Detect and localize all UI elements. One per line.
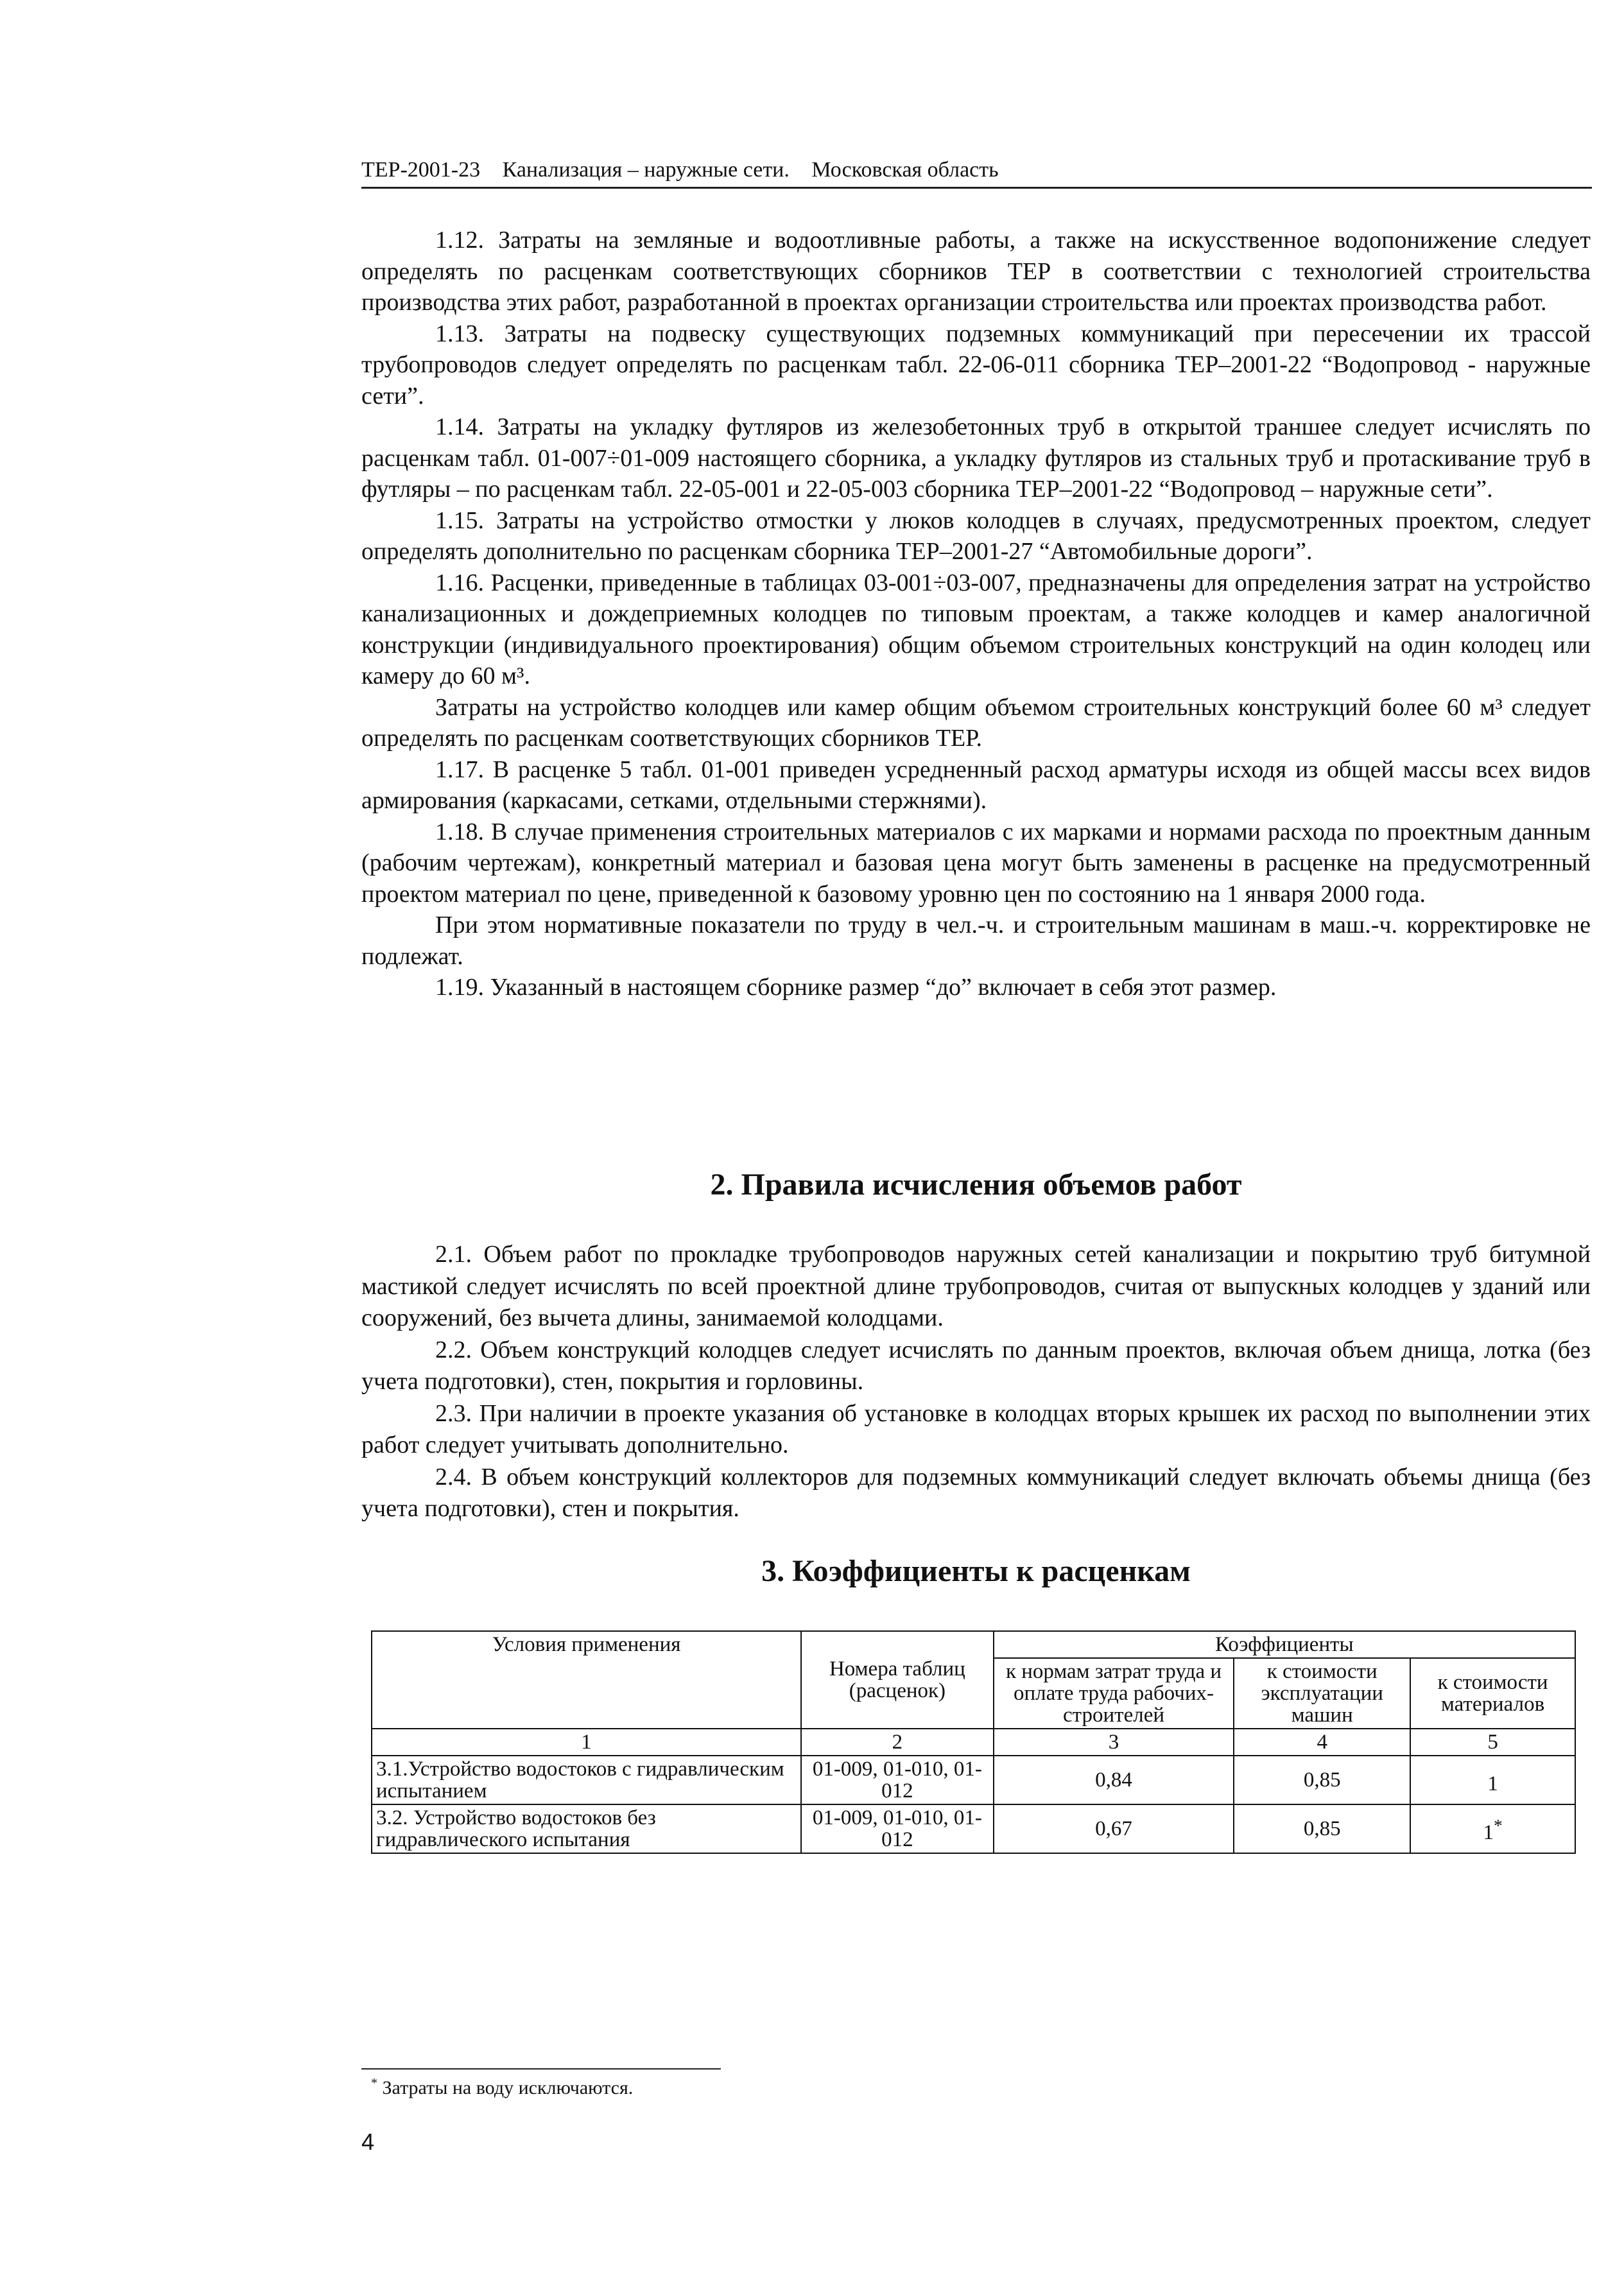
header-machines: к стоимости эксплуатации машин [1234, 1658, 1410, 1729]
paragraph-1-19: 1.19. Указанный в настоящем сборнике размер “до” включает в себя этот размер. [435, 974, 1277, 1001]
table-column-numbers-row [372, 1729, 1575, 1756]
section-3-heading: 3. Коэффициенты к расценкам [761, 1554, 1191, 1588]
footnote-divider [361, 2068, 721, 2070]
header-coefficients: Коэффициенты [994, 1631, 1575, 1658]
section-1-text [361, 225, 1591, 1003]
materials-value: 1 [1487, 1772, 1498, 1795]
section-2-text [361, 1239, 1591, 1525]
column-number: 3 [994, 1729, 1234, 1756]
paragraph-1-18-cont: При этом нормативные показатели по труду в чел.-ч. и строительным машинам в маш.-ч. корректировке не подлежат. [361, 912, 1591, 970]
paragraph-1-15: 1.15. Затраты на устройство отмостки у люков колодцев в случаях, предусмотренных проектом, следует определять дополнительно по расценкам сборника ТЕР–2001-27 “Автомобильные дороги”. [361, 506, 1591, 565]
paragraph-1-16: 1.16. Расценки, приведенные в таблицах 03-001÷03-007, предназначены для определения затрат на устройство канализационных и дождеприемных колодцев по типовым проектам, а также колодцев и камер аналогичной конструкции (индивидуального проектирования) общим объемом строительных конструкций на один колодец или камеру до 60 м³. [361, 569, 1591, 689]
row-labor-coef: 0,84 [994, 1756, 1234, 1804]
paragraph-1-14: 1.14. Затраты на укладку футляров из железобетонных труб в открытой траншее следует исчислять по расценкам табл. 01-007÷01-009 настоящего сборника, а укладку футляров из стальных труб и протаскивание труб в футляры – по расценкам табл. 22-05-001 и 22-05-003 сборника ТЕР–2001-22 “Водопровод – наружные сети”. [361, 413, 1591, 503]
header-title: Канализация – наружные сети. [502, 158, 790, 182]
header-region: Московская область [811, 158, 999, 182]
row-condition: 3.1.Устройство водостоков с гидравлическим испытанием [372, 1756, 801, 1804]
header-labor: к нормам затрат труда и оплате труда рабочих-строителей [994, 1658, 1234, 1729]
running-header [361, 157, 1592, 189]
paragraph-1-17: 1.17. В расценке 5 табл. 01-001 приведен усредненный расход арматуры исходя из общей массы всех видов армирования (каркасами, сетками, отдельными стержнями). [361, 756, 1591, 814]
paragraph-1-12: 1.12. Затраты на земляные и водоотливные работы, а также на искусственное водопонижение следует определять по расценкам соответствующих сборников ТЕР в соответствии с технологией строительства производства этих работ, разработанной в проектах организации строительства или проектах производства работ. [361, 227, 1591, 316]
column-number: 1 [372, 1729, 801, 1756]
header-materials: к стоимости материалов [1410, 1658, 1575, 1729]
paragraph-1-13: 1.13. Затраты на подвеску существующих подземных коммуникаций при пересечении их трассой трубопроводов следует определять по расценкам табл. 22-06-011 сборника ТЕР–2001-22 “Водопровод - наружные сети”. [361, 320, 1591, 410]
row-condition: 3.2. Устройство водостоков без гидравлического испытания [372, 1804, 801, 1853]
table-header-row [372, 1631, 1575, 1658]
page-number: 4 [361, 2129, 375, 2155]
column-number: 5 [1410, 1729, 1575, 1756]
footnote-mark: * [1493, 1815, 1503, 1835]
row-machines-coef: 0,85 [1234, 1804, 1410, 1853]
header-conditions: Условия применения [372, 1631, 801, 1729]
footnote-text: Затраты на воду исключаются. [382, 2077, 634, 2098]
paragraph-2-1: 2.1. Объем работ по прокладке трубопроводов наружных сетей канализации и покрытию труб битумной мастикой следует исчислять по всей проектной длине трубопроводов, считая от выпускных колодцев у зданий или сооружений, без вычета длины, занимаемой колодцами. [361, 1241, 1591, 1331]
table-row [372, 1804, 1575, 1853]
footnote-mark: * [371, 2076, 377, 2090]
table-row [372, 1756, 1575, 1804]
paragraph-2-3: 2.3. При наличии в проекте указания об установке в колодцах вторых крышек их расход по выполнении этих работ следует учитывать дополнительно. [361, 1399, 1591, 1458]
row-labor-coef: 0,67 [994, 1804, 1234, 1853]
paragraph-1-16-cont: Затраты на устройство колодцев или камер общим объемом строительных конструкций более 60 м³ следует определять по расценкам соответствующих сборников ТЕР. [361, 693, 1591, 752]
materials-value: 1 [1483, 1820, 1494, 1844]
footnote [371, 2076, 633, 2099]
column-number: 4 [1234, 1729, 1410, 1756]
row-materials-coef [1410, 1756, 1575, 1804]
row-materials-coef [1410, 1804, 1575, 1853]
header-code: ТЕР-2001-23 [361, 158, 481, 182]
row-tables: 01-009, 01-010, 01-012 [801, 1804, 994, 1853]
row-machines-coef: 0,85 [1234, 1756, 1410, 1804]
section-2-heading: 2. Правила исчисления объемов работ [710, 1168, 1242, 1202]
coefficients-table [371, 1630, 1576, 1854]
column-number: 2 [801, 1729, 994, 1756]
paragraph-1-18: 1.18. В случае применения строительных материалов с их марками и нормами расхода по проектным данным (рабочим чертежам), конкретный материал и базовая цена могут быть заменены в расценке на предусмотренный проектом материал по цене, приведенной к базовому уровню цен по состоянию на 1 января 2000 года. [361, 818, 1591, 908]
paragraph-2-4: 2.4. В объем конструкций коллекторов для подземных коммуникаций следует включать объемы днища (без учета подготовки), стен и покрытия. [361, 1463, 1591, 1522]
row-tables: 01-009, 01-010, 01-012 [801, 1756, 994, 1804]
header-table-numbers: Номера таблиц (расценок) [801, 1631, 994, 1729]
paragraph-2-2: 2.2. Объем конструкций колодцев следует исчислять по данным проектов, включая объем днища, лотка (без учета подготовки), стен, покрытия и горловины. [361, 1336, 1591, 1395]
